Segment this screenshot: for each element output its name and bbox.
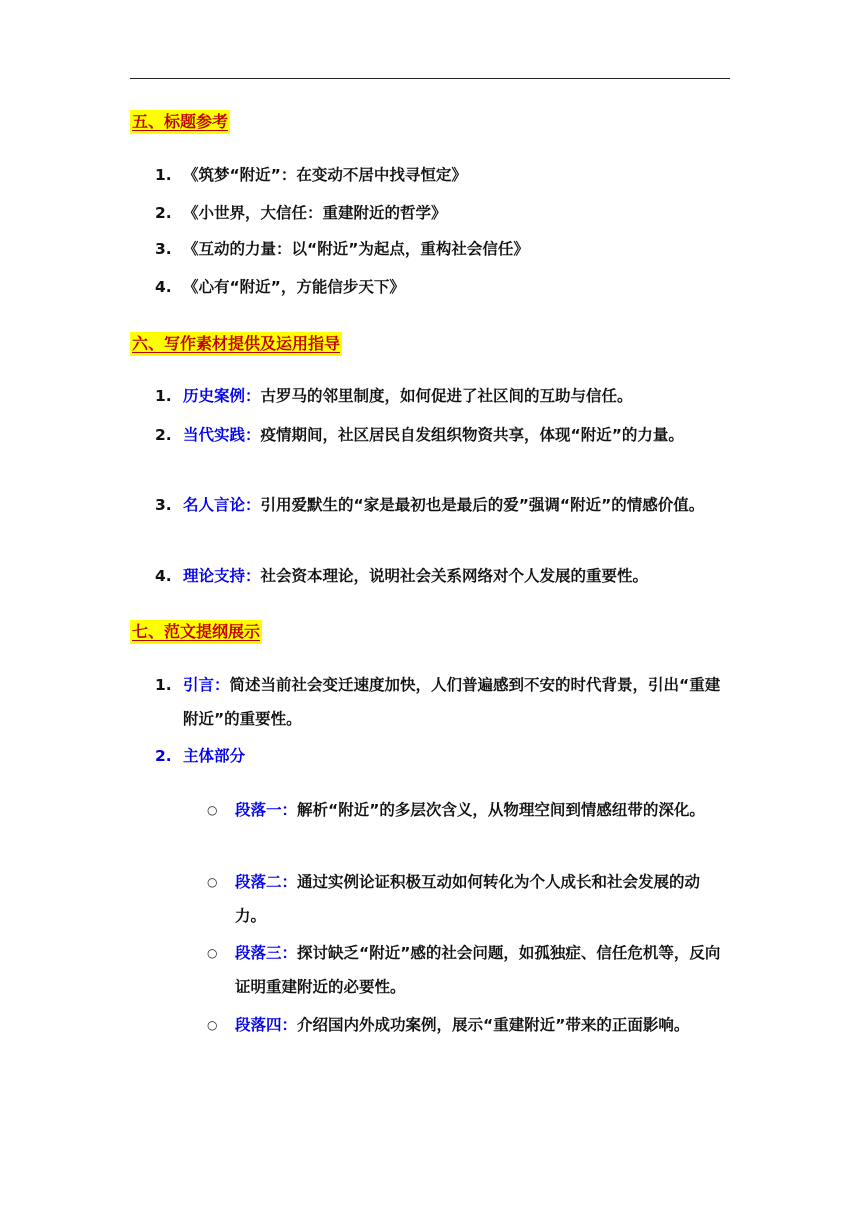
list-text <box>235 865 730 933</box>
list-text <box>183 418 730 452</box>
section-heading: 六、写作素材提供及运用指导 <box>130 332 342 356</box>
list-text <box>183 739 730 773</box>
circle-bullet-icon: ○ <box>207 946 218 960</box>
item-content: 疫情期间，社区居民自发组织物资共享，体现“附近”的力量。 <box>260 426 684 444</box>
list-number: 1. <box>155 387 172 405</box>
list-number: 4. <box>155 278 172 296</box>
list-number: 1. <box>155 676 172 694</box>
item-label: 段落二： <box>235 873 298 891</box>
header-rule <box>130 78 730 79</box>
list-text: 《筑梦“附近”：在变动不居中找寻恒定》 <box>183 166 467 184</box>
list-text <box>235 793 730 827</box>
circle-bullet-icon: ○ <box>207 1018 218 1032</box>
list-number: 2. <box>155 204 172 222</box>
list-text: 《小世界，大信任：重建附近的哲学》 <box>183 204 447 222</box>
sub-list-item <box>207 793 730 827</box>
item-label: 当代实践： <box>183 426 261 444</box>
list-item <box>155 739 730 773</box>
circle-bullet-icon: ○ <box>207 875 218 889</box>
list-number: 2. <box>155 747 172 765</box>
list-number: 4. <box>155 567 172 585</box>
item-content: 探讨缺乏“附近”感的社会问题，如孤独症、信任危机等，反向证明重建附近的必要性。 <box>235 944 721 996</box>
list-text <box>235 1008 730 1042</box>
item-content: 古罗马的邻里制度，如何促进了社区间的互助与信任。 <box>260 387 633 405</box>
list-item <box>155 559 730 593</box>
list-item <box>155 488 730 522</box>
item-content: 介绍国内外成功案例，展示“重建附近”带来的正面影响。 <box>297 1016 690 1034</box>
sub-list-item <box>207 936 730 1004</box>
item-label: 主体部分 <box>183 747 246 765</box>
item-label: 段落一： <box>235 801 298 819</box>
list-number: 2. <box>155 426 172 444</box>
list-item <box>155 158 730 192</box>
item-label: 理论支持： <box>183 567 261 585</box>
list-text <box>183 379 730 413</box>
item-label: 段落四： <box>235 1016 298 1034</box>
list-text <box>235 936 730 1004</box>
item-label: 历史案例： <box>183 387 261 405</box>
item-content: 引用爱默生的“家是最初也是最后的爱”强调“附近”的情感价值。 <box>260 496 705 514</box>
list-item <box>155 196 730 230</box>
list-item <box>155 418 730 452</box>
list-item <box>155 270 730 304</box>
list-item <box>155 668 730 736</box>
list-number: 3. <box>155 496 172 514</box>
circle-bullet-icon: ○ <box>207 803 218 817</box>
item-content: 解析“附近”的多层次含义，从物理空间到情感纽带的深化。 <box>297 801 705 819</box>
list-text <box>183 559 730 593</box>
item-label: 段落三： <box>235 944 298 962</box>
list-item <box>155 232 730 266</box>
list-number: 1. <box>155 166 172 184</box>
item-label: 引言： <box>183 676 230 694</box>
section-heading: 五、标题参考 <box>130 110 230 134</box>
list-text <box>183 488 730 522</box>
section-heading: 七、范文提纲展示 <box>130 620 262 644</box>
item-content: 通过实例论证积极互动如何转化为个人成长和社会发展的动力。 <box>235 873 701 925</box>
sub-list-item <box>207 865 730 933</box>
list-text: 《心有“附近”，方能信步天下》 <box>183 278 405 296</box>
item-label: 名人言论： <box>183 496 261 514</box>
item-content: 社会资本理论，说明社会关系网络对个人发展的重要性。 <box>260 567 649 585</box>
item-content: 简述当前社会变迁速度加快，人们普遍感到不安的时代背景，引出“重建附近”的重要性。 <box>183 676 721 728</box>
list-number: 3. <box>155 240 172 258</box>
list-text: 《互动的力量：以“附近”为起点，重构社会信任》 <box>183 240 529 258</box>
sub-list-item <box>207 1008 730 1042</box>
list-item <box>155 379 730 413</box>
list-text <box>183 668 730 736</box>
